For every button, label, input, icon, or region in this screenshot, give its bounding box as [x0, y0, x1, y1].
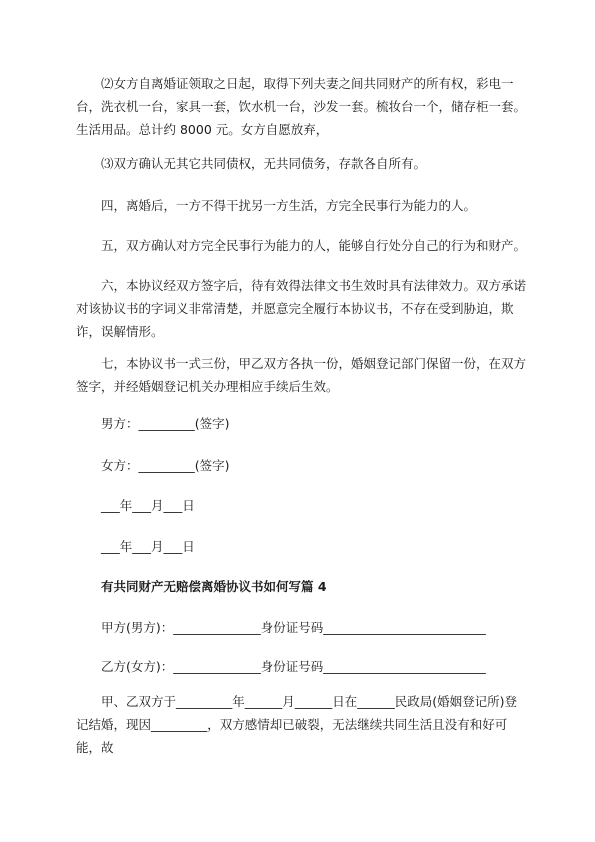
party-a-line: 甲方(男方)：______________身份证号码__________________________: [101, 620, 486, 635]
female-signature-line: 女方：_________(签字): [101, 458, 230, 473]
clause-2-property: ⑵女方自离婚证领取之日起，取得下列夫妻之间共同财产的所有权，彩电一台，洗衣机一台，家具一套，饮水机一台，沙发一套。梳妆台一个，储存柜一套。生活用品。总计约 8000 元。女方自愿放弃，: [76, 76, 527, 137]
section-heading: 有共同财产无赔偿离婚协议书如何写篇 4: [101, 579, 327, 594]
male-signature-line: 男方：_________(签字): [101, 416, 230, 431]
party-b-line: 乙方(女方)：______________身份证号码__________________________: [101, 659, 486, 674]
clause-six: 六，本协议经双方签字后，待有效得法律文书生效时具有法律效力。双方承诺对该协议书的字词义非常清楚，并愿意完全履行本协议书，不存在受到胁迫，欺诈，误解情形。: [76, 278, 527, 339]
marriage-statement: 甲、乙双方于_________年______月______日在______民政局(婚姻登记所)登记结婚，现因_________，双方感情却已破裂，无法继续共同生活且没有和好可能，故: [76, 694, 518, 755]
clause-five: 五，双方确认对方完全民事行为能力的人，能够自行处分自己的行为和财产。: [101, 238, 527, 253]
date-line-1: ___年___月___日: [101, 498, 195, 513]
clause-3-debts: ⑶双方确认无其它共同债权，无共同债务，存款各自所有。: [101, 156, 427, 171]
date-line-2: ___年___月___日: [101, 539, 195, 554]
clause-four: 四，离婚后，一方不得干扰另一方生活，方完全民事行为能力的人。: [101, 198, 477, 213]
clause-seven: 七，本协议书一式三份，甲乙双方各执一份，婚姻登记部门保留一份，在双方签字，并经婚姻登记机关办理相应手续后生效。: [76, 356, 527, 394]
